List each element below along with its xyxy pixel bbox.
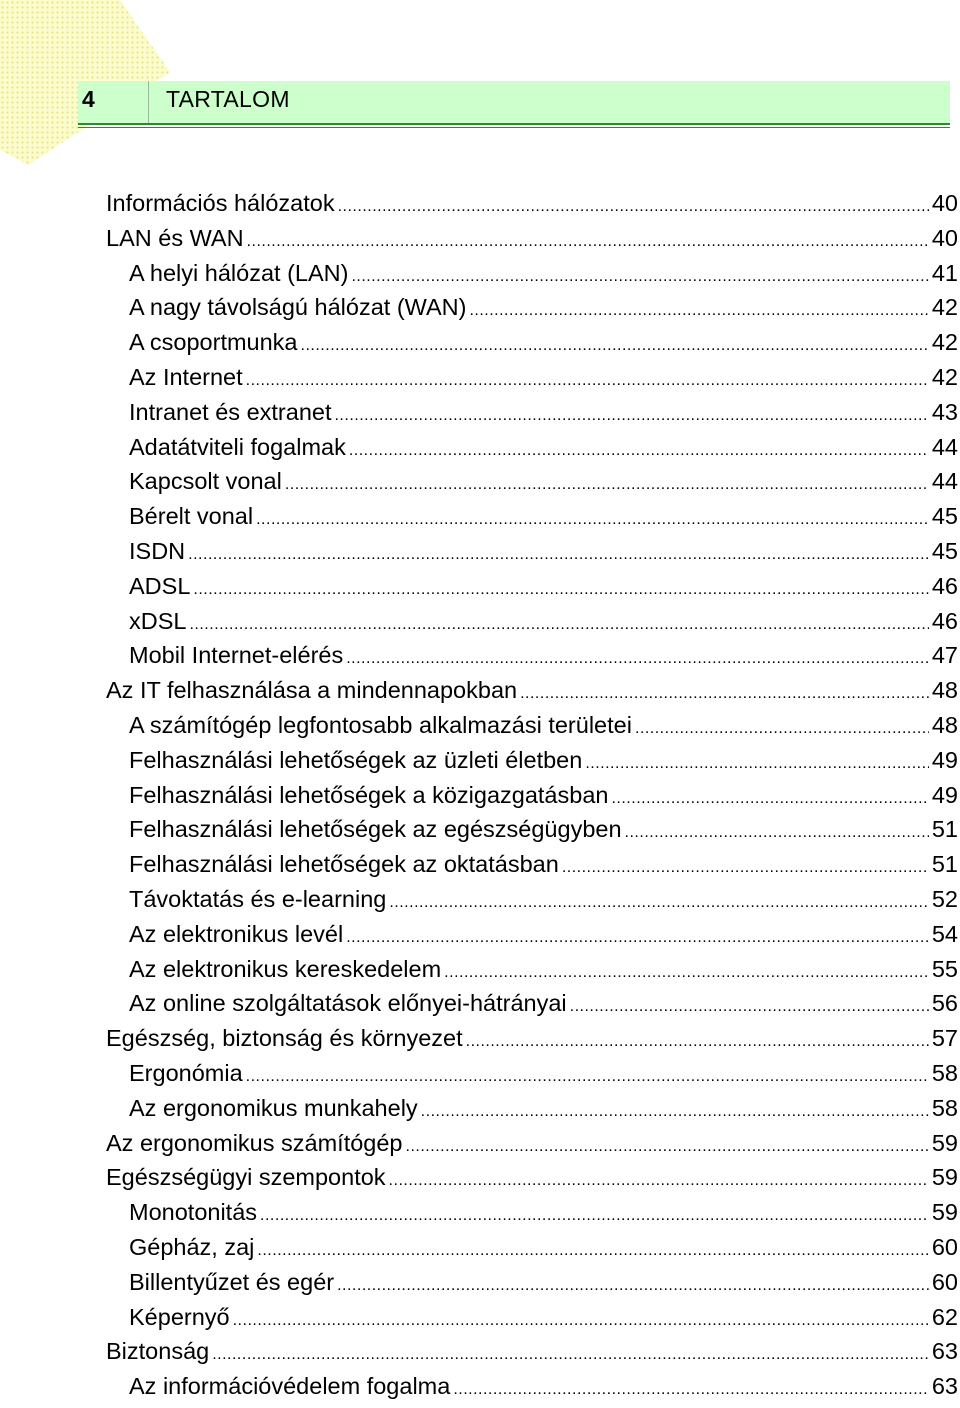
toc-entry-page: 51 [931, 851, 958, 878]
toc-entry[interactable] [106, 186, 958, 221]
toc-dot-leader [189, 608, 928, 643]
page-title: TARTALOM [166, 86, 290, 112]
toc-entry-page: 60 [931, 1268, 958, 1295]
toc-entry-title: Billentyűzet és egér [129, 1268, 335, 1295]
toc-entry-title: Távoktatás és e-learning [129, 885, 387, 912]
toc-entry-title: Az online szolgáltatások előnyei-hátrányai [129, 990, 567, 1017]
toc-entry-page: 46 [931, 607, 958, 634]
toc-entry-title: Ergonómia [129, 1059, 243, 1086]
toc-dot-leader [406, 1130, 929, 1165]
toc-entry-title: Az elektronikus kereskedelem [129, 955, 442, 982]
toc-dot-leader [611, 782, 928, 817]
toc-dot-leader [247, 225, 929, 260]
toc-entry[interactable] [106, 1056, 958, 1091]
toc-entry-page: 49 [931, 746, 958, 773]
toc-entry-title: Bérelt vonal [129, 503, 254, 530]
toc-entry-page: 40 [931, 190, 958, 216]
toc-entry-title: Adatátviteli fogalmak [129, 433, 346, 460]
toc-entry[interactable] [106, 673, 958, 708]
toc-dot-leader [625, 816, 929, 851]
toc-entry-page: 44 [931, 468, 958, 495]
toc-entry-title: Felhasználási lehetőségek az oktatásban [129, 851, 559, 878]
toc-dot-leader [562, 851, 929, 886]
toc-entry-title: A nagy távolságú hálózat (WAN) [129, 294, 467, 321]
table-of-contents [106, 186, 958, 1404]
toc-entry-title: Az ergonomikus számítógép [106, 1129, 403, 1156]
toc-entry[interactable] [106, 325, 958, 360]
toc-entry-page: 40 [931, 224, 958, 251]
toc-dot-leader [212, 1338, 929, 1373]
toc-entry-title: Az információvédelem fogalma [129, 1373, 451, 1400]
toc-entry[interactable] [106, 569, 958, 604]
toc-entry-title: xDSL [129, 607, 187, 634]
toc-dot-leader [389, 1164, 929, 1199]
toc-dot-leader [338, 190, 929, 225]
toc-entry[interactable] [106, 917, 958, 952]
toc-entry[interactable] [106, 708, 958, 743]
toc-entry[interactable] [106, 1265, 958, 1300]
toc-entry-page: 46 [931, 572, 958, 599]
toc-dot-leader [256, 503, 929, 538]
toc-dot-leader [421, 1095, 929, 1130]
toc-entry[interactable] [106, 1230, 958, 1265]
toc-entry[interactable] [106, 1195, 958, 1230]
toc-entry-page: 52 [931, 885, 958, 912]
toc-dot-leader [246, 1060, 929, 1095]
toc-entry[interactable] [106, 1091, 958, 1126]
toc-dot-leader [337, 1269, 929, 1304]
toc-dot-leader [346, 921, 929, 956]
toc-entry-page: 57 [931, 1025, 958, 1052]
toc-entry-page: 63 [931, 1373, 958, 1400]
toc-entry[interactable] [106, 847, 958, 882]
toc-entry-page: 51 [931, 816, 958, 843]
toc-entry-page: 58 [931, 1059, 958, 1086]
toc-entry[interactable] [106, 360, 958, 395]
page-number: 4 [82, 86, 95, 112]
toc-entry[interactable] [106, 395, 958, 430]
toc-entry-title: Monotonitás [129, 1199, 258, 1226]
toc-entry-page: 62 [931, 1303, 958, 1330]
toc-dot-leader [334, 399, 928, 434]
toc-entry[interactable] [106, 290, 958, 325]
toc-entry[interactable] [106, 986, 958, 1021]
toc-entry[interactable] [106, 812, 958, 847]
toc-entry-title: Biztonság [106, 1338, 210, 1365]
toc-entry-title: A csoportmunka [129, 329, 298, 356]
toc-dot-leader [453, 1373, 929, 1408]
toc-entry[interactable] [106, 1160, 958, 1195]
toc-entry-page: 44 [931, 433, 958, 460]
toc-entry-title: Az ergonomikus munkahely [129, 1094, 418, 1121]
toc-entry-title: ISDN [129, 537, 186, 564]
toc-entry-title: Felhasználási lehetőségek a közigazgatásban [129, 781, 609, 808]
toc-dot-leader [444, 956, 929, 991]
toc-entry-page: 55 [931, 955, 958, 982]
toc-dot-leader [469, 294, 928, 329]
toc-entry[interactable] [106, 638, 958, 673]
header-rule [78, 123, 950, 125]
toc-entry-title: Egészség, biztonság és környezet [106, 1025, 463, 1052]
toc-dot-leader [301, 329, 929, 364]
toc-entry[interactable] [106, 882, 958, 917]
toc-entry-page: 63 [931, 1338, 958, 1365]
toc-entry[interactable] [106, 534, 958, 569]
toc-entry-page: 49 [931, 781, 958, 808]
toc-entry-title: Mobil Internet-elérés [129, 642, 344, 669]
toc-entry-title: LAN és WAN [106, 224, 244, 251]
toc-dot-leader [188, 538, 929, 573]
toc-entry[interactable] [106, 221, 958, 256]
toc-entry-title: Információs hálózatok [106, 190, 335, 216]
toc-entry-page: 59 [931, 1164, 958, 1191]
toc-entry[interactable] [106, 464, 958, 499]
toc-entry-page: 42 [931, 329, 958, 356]
toc-entry[interactable] [106, 430, 958, 465]
toc-entry-title: Gépház, zaj [129, 1233, 255, 1260]
toc-dot-leader [585, 747, 929, 782]
toc-dot-leader [346, 642, 929, 677]
toc-entry-page: 45 [931, 503, 958, 530]
toc-entry[interactable] [106, 1300, 958, 1335]
toc-entry[interactable] [106, 1021, 958, 1056]
toc-dot-leader [351, 260, 928, 295]
toc-entry-title: Az Internet [129, 363, 243, 390]
toc-entry-page: 41 [931, 259, 958, 286]
toc-entry-page: 54 [931, 920, 958, 947]
toc-entry-page: 56 [931, 990, 958, 1017]
toc-entry-page: 45 [931, 537, 958, 564]
toc-dot-leader [520, 677, 929, 712]
toc-entry-title: ADSL [129, 572, 191, 599]
toc-entry[interactable] [106, 256, 958, 291]
toc-entry-title: Felhasználási lehetőségek az üzleti életben [129, 746, 583, 773]
toc-entry-title: Egészségügyi szempontok [106, 1164, 386, 1191]
toc-entry[interactable] [106, 1334, 958, 1369]
toc-entry-title: Az elektronikus levél [129, 920, 344, 947]
toc-dot-leader [466, 1025, 929, 1060]
toc-dot-leader [389, 886, 929, 921]
toc-entry[interactable] [106, 778, 958, 813]
toc-dot-leader [246, 364, 929, 399]
toc-entry-page: 59 [931, 1129, 958, 1156]
toc-entry-page: 43 [931, 398, 958, 425]
toc-dot-leader [285, 468, 929, 503]
toc-entry-page: 48 [931, 711, 958, 738]
toc-entry-page: 47 [931, 642, 958, 669]
toc-entry[interactable] [106, 499, 958, 534]
toc-entry[interactable] [106, 604, 958, 639]
toc-entry-title: A számítógép legfontosabb alkalmazási területei [129, 711, 632, 738]
toc-entry-title: Kapcsolt vonal [129, 468, 282, 495]
toc-dot-leader [260, 1199, 929, 1234]
toc-dot-leader [193, 573, 928, 608]
toc-dot-leader [349, 434, 929, 469]
toc-entry[interactable] [106, 952, 958, 987]
header-rule-thin [78, 127, 950, 128]
toc-dot-leader [635, 712, 929, 747]
toc-entry-title: Felhasználási lehetőségek az egészségügyben [129, 816, 622, 843]
toc-entry-title: A helyi hálózat (LAN) [129, 259, 349, 286]
toc-dot-leader [570, 990, 929, 1025]
toc-entry-page: 60 [931, 1233, 958, 1260]
toc-entry-page: 42 [931, 363, 958, 390]
toc-entry-page: 42 [931, 294, 958, 321]
header-divider [148, 81, 149, 123]
toc-entry[interactable] [106, 1126, 958, 1161]
toc-dot-leader [257, 1234, 928, 1269]
toc-entry-title: Az IT felhasználása a mindennapokban [106, 677, 518, 704]
toc-entry[interactable] [106, 743, 958, 778]
toc-entry-title: Intranet és extranet [129, 398, 332, 425]
toc-entry-page: 59 [931, 1199, 958, 1226]
toc-dot-leader [233, 1304, 929, 1339]
toc-entry-page: 58 [931, 1094, 958, 1121]
toc-entry-title: Képernyő [129, 1303, 230, 1330]
toc-entry-page: 48 [931, 677, 958, 704]
